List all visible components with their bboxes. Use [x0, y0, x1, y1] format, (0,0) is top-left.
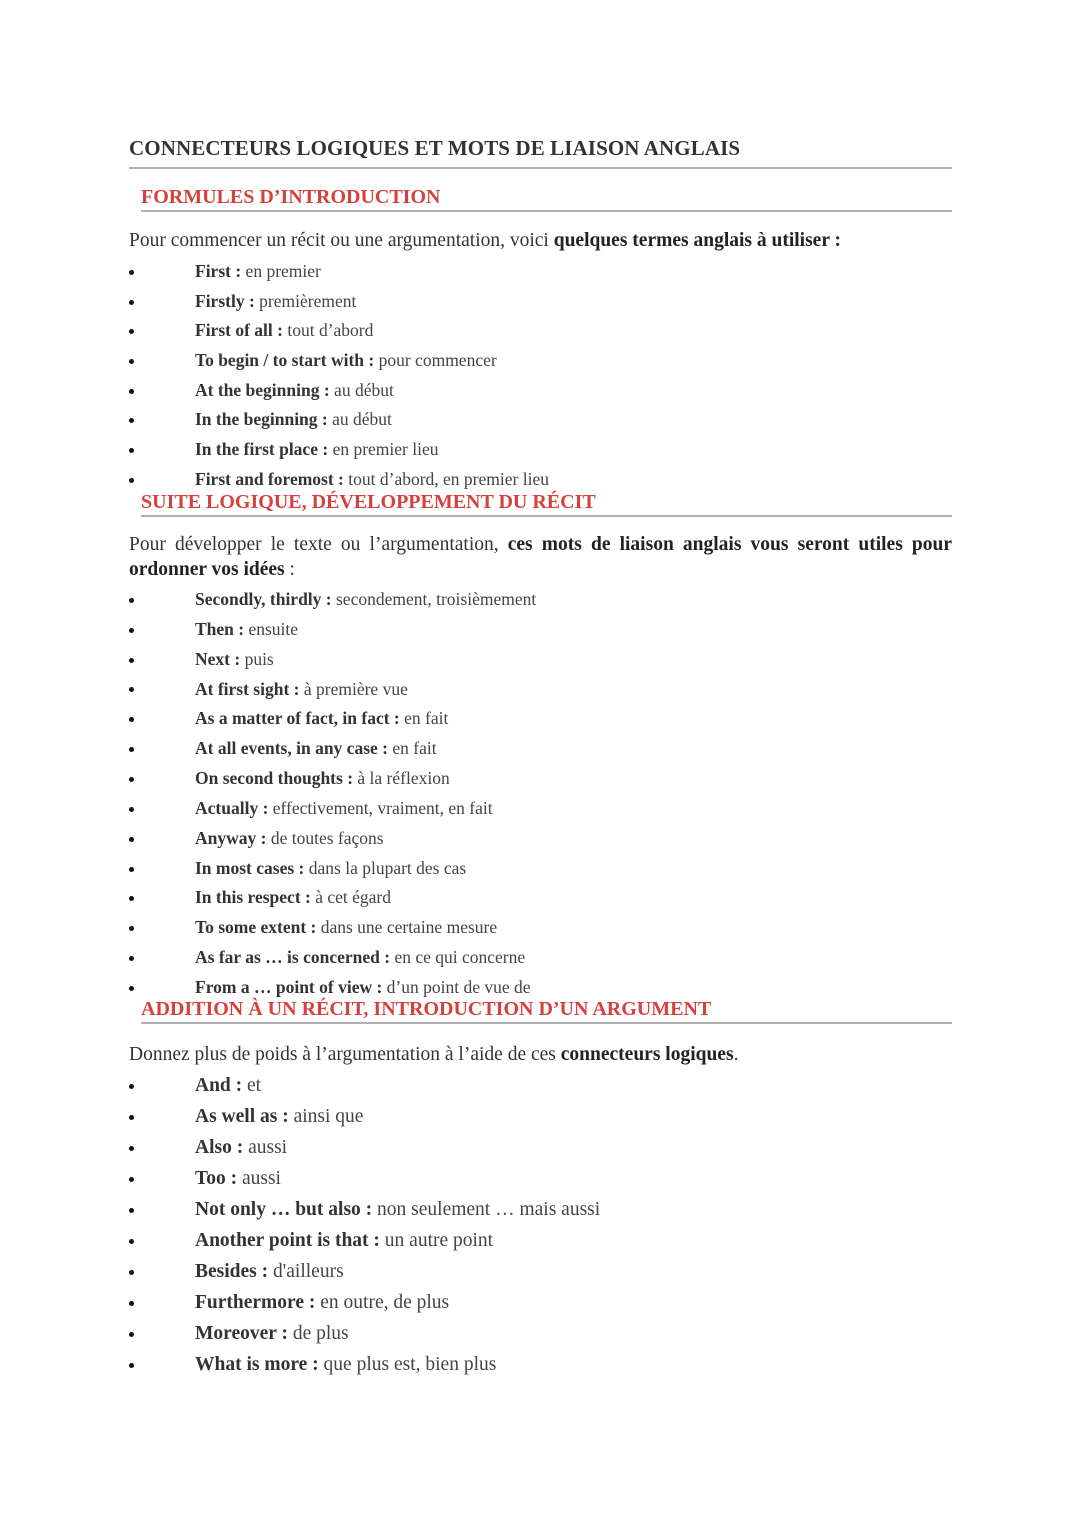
connector-term: Secondly, thirdly :: [195, 589, 332, 609]
connector-meaning: tout d’abord, en premier lieu: [343, 468, 549, 489]
list-item: [129, 1101, 952, 1132]
document-title: CONNECTEURS LOGIQUES ET MOTS DE LIAISON ANGLAIS: [129, 136, 952, 169]
connector-meaning: non seulement … mais aussi: [372, 1199, 601, 1220]
connector-meaning: au début: [327, 409, 392, 430]
connector-term: As well as :: [195, 1106, 289, 1127]
connector-list-introduction: [129, 257, 952, 495]
connector-term: First and foremost :: [195, 468, 344, 489]
connector-meaning: secondement, troisièmement: [331, 589, 537, 609]
connector-term: Firstly :: [195, 290, 255, 311]
section-intro-development: [129, 532, 952, 582]
section-intro-introduction: [129, 228, 952, 253]
intro-text: Pour commencer un récit ou une argumentation, voici: [129, 230, 554, 251]
connector-term: Moreover :: [195, 1323, 288, 1344]
connector-term: Too :: [195, 1168, 238, 1189]
connector-meaning: en premier: [241, 261, 321, 281]
connector-meaning: ainsi que: [288, 1106, 364, 1127]
connector-term: To begin / to start with :: [195, 350, 375, 371]
connector-meaning: au début: [329, 379, 394, 400]
section-heading-addition: ADDITION À UN RÉCIT, INTRODUCTION D’UN ARGUMENT: [141, 998, 952, 1024]
list-item: [129, 405, 952, 435]
intro-bold-text: ces mots de liaison anglais vous seront utiles pour ordonner vos idées: [129, 534, 953, 580]
connector-meaning: puis: [240, 648, 274, 669]
connector-meaning: pour commencer: [374, 350, 497, 371]
intro-bold-text: connecteurs logiques: [560, 1044, 734, 1065]
connector-meaning: effectivement, vraiment, en fait: [268, 797, 493, 818]
list-item: [129, 1318, 952, 1349]
connector-meaning: en fait: [387, 738, 437, 759]
list-item: [129, 943, 952, 973]
connector-term: At the beginning :: [195, 379, 330, 400]
connector-term: At all events, in any case :: [195, 738, 388, 759]
connector-term: Another point is that :: [195, 1230, 380, 1251]
intro-text: Donnez plus de poids à l’argumentation à l’aide de ces: [129, 1044, 561, 1065]
connector-term: At first sight :: [195, 678, 300, 699]
intro-tail-text: :: [284, 559, 295, 580]
list-item: [129, 287, 952, 317]
section-heading-introduction: FORMULES D’INTRODUCTION: [141, 186, 952, 212]
connector-meaning: un autre point: [379, 1230, 494, 1251]
connector-term: Besides :: [195, 1261, 269, 1282]
connector-meaning: dans une certaine mesure: [316, 917, 498, 938]
list-item: [129, 1225, 952, 1256]
connector-term: On second thoughts :: [195, 768, 354, 789]
list-item: [129, 1070, 952, 1101]
connector-meaning: premièrement: [254, 290, 357, 311]
connector-term: Actually :: [195, 797, 269, 818]
list-item: [129, 764, 952, 794]
connector-term: As far as … is concerned :: [195, 947, 391, 968]
list-item: [129, 376, 952, 406]
connector-meaning: dans la plupart des cas: [304, 857, 467, 878]
connector-term: To some extent :: [195, 917, 317, 938]
connector-term: Furthermore :: [195, 1292, 316, 1313]
section-heading-development: SUITE LOGIQUE, DÉVELOPPEMENT DU RÉCIT: [141, 491, 952, 517]
connector-term: First :: [195, 261, 242, 281]
connector-meaning: d’un point de vue de: [382, 976, 531, 997]
list-item: [129, 435, 952, 465]
connector-list-addition: [129, 1070, 952, 1380]
list-item: [129, 734, 952, 764]
list-item: [129, 1132, 952, 1163]
connector-meaning: à cet égard: [310, 887, 392, 908]
list-item: [129, 645, 952, 675]
list-item: [129, 1256, 952, 1287]
list-item: [129, 883, 952, 913]
list-item: [129, 257, 952, 287]
connector-term: In the first place :: [195, 439, 329, 460]
connector-term: Anyway :: [195, 827, 267, 848]
connector-meaning: de plus: [287, 1323, 349, 1344]
connector-term: Then :: [195, 618, 245, 639]
connector-term: In the beginning :: [195, 409, 328, 430]
connector-meaning: en ce qui concerne: [390, 947, 526, 968]
connector-meaning: en outre, de plus: [315, 1292, 450, 1313]
connector-meaning: que plus est, bien plus: [318, 1354, 497, 1375]
list-item: [129, 913, 952, 943]
list-item: [129, 854, 952, 884]
intro-text: Pour développer le texte ou l’argumentation,: [129, 534, 508, 555]
connector-term: Next :: [195, 648, 241, 669]
connector-meaning: aussi: [237, 1168, 281, 1189]
list-item: [129, 615, 952, 645]
list-item: [129, 1163, 952, 1194]
connector-meaning: aussi: [243, 1137, 288, 1158]
connector-meaning: et: [242, 1075, 262, 1096]
list-item: [129, 824, 952, 854]
connector-term: In this respect :: [195, 887, 311, 908]
list-item: [129, 1194, 952, 1225]
connector-term: Not only … but also :: [195, 1199, 373, 1220]
intro-tail-text: .: [733, 1044, 739, 1065]
list-item: [129, 316, 952, 346]
connector-meaning: ensuite: [244, 618, 299, 639]
intro-bold-text: quelques termes anglais à utiliser :: [553, 230, 841, 251]
list-item: [129, 346, 952, 376]
connector-meaning: en premier lieu: [328, 439, 439, 460]
section-intro-addition: [129, 1042, 952, 1067]
connector-term: First of all :: [195, 320, 283, 341]
list-item: [129, 794, 952, 824]
connector-term: As a matter of fact, in fact :: [195, 708, 400, 729]
list-item: [129, 585, 952, 615]
connector-term: Also :: [195, 1137, 244, 1158]
connector-term: In most cases :: [195, 857, 305, 878]
connector-meaning: en fait: [399, 708, 449, 729]
list-item: [129, 1287, 952, 1318]
connector-meaning: d'ailleurs: [268, 1261, 344, 1282]
connector-meaning: tout d’abord: [282, 320, 374, 341]
connector-term: From a … point of view :: [195, 976, 383, 997]
list-item: [129, 704, 952, 734]
connector-list-development: [129, 585, 952, 1003]
list-item: [129, 1349, 952, 1380]
list-item: [129, 675, 952, 705]
connector-meaning: à première vue: [299, 678, 408, 699]
connector-term: What is more :: [195, 1354, 319, 1375]
connector-meaning: à la réflexion: [353, 768, 450, 789]
connector-term: And :: [195, 1075, 243, 1096]
connector-meaning: de toutes façons: [266, 827, 384, 848]
